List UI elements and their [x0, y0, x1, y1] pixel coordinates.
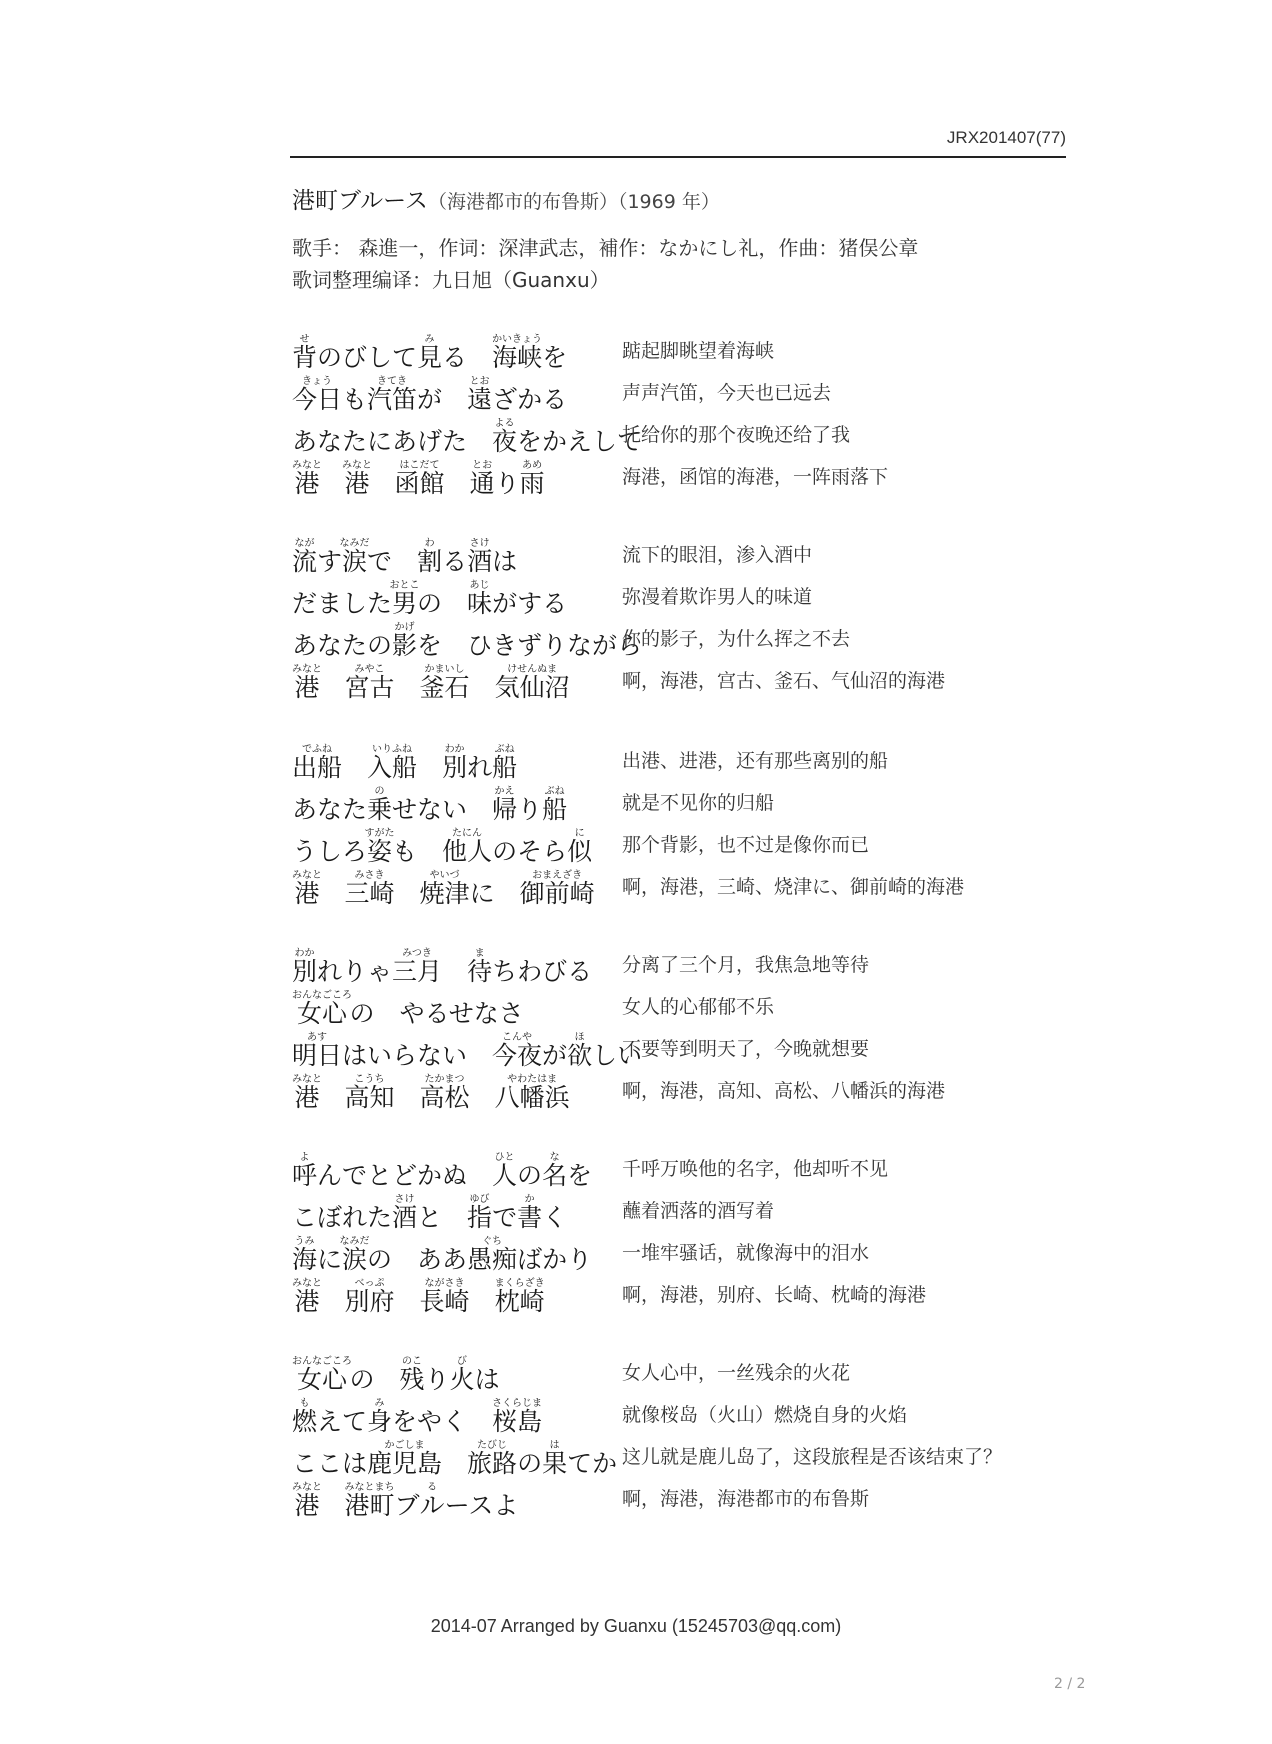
- lyric-line: [292, 730, 1092, 782]
- japanese-lyric: 女心おんなごころの 残のこり火びは: [292, 1356, 500, 1394]
- lyric-line: [292, 1018, 1092, 1070]
- chinese-translation: 啊，海港，三崎、烧津に、御前崎的海港: [622, 876, 965, 898]
- lyric-line: [292, 1060, 1092, 1112]
- lyric-line: [292, 320, 1092, 372]
- japanese-lyric: 港みなと 三崎みさき 焼津やいづに 御前崎おまえざき: [292, 870, 595, 908]
- verse: [292, 1342, 1092, 1520]
- lyric-line: [292, 1138, 1092, 1190]
- chinese-translation: 就是不见你的归船: [622, 792, 775, 814]
- japanese-lyric: 流ながす涙なみだで 割わる酒さけは: [292, 538, 518, 576]
- japanese-lyric: 港みなと 宮古みやこ 釜石かまいし 気仙沼けせんぬま: [292, 664, 570, 702]
- lyric-line: [292, 608, 1092, 660]
- japanese-lyric: 呼よんでとどかぬ 人ひとの名なを: [292, 1152, 593, 1190]
- lyric-line: [292, 1342, 1092, 1394]
- chinese-translation: 女人心中，一丝残余的火花: [622, 1362, 851, 1384]
- chinese-translation: 那个背影，也不过是像你而已: [622, 834, 870, 856]
- lyric-line: [292, 446, 1092, 498]
- chinese-translation: 踮起脚眺望着海峡: [622, 340, 775, 362]
- chinese-translation: 弥漫着欺诈男人的味道: [622, 586, 813, 608]
- chinese-translation: 流下的眼泪，渗入酒中: [622, 544, 813, 566]
- chinese-translation: 一堆牢骚话，就像海中的泪水: [622, 1242, 870, 1264]
- document-code: JRX201407(77): [946, 128, 1066, 147]
- chinese-translation: 千呼万唤他的名字，他却听不见: [622, 1158, 889, 1180]
- japanese-lyric: 港みなと 港町みなとまちブルるースよ: [292, 1482, 519, 1520]
- lyric-line: [292, 1264, 1092, 1316]
- japanese-lyric: だました男おとこの 味あじがする: [292, 580, 568, 618]
- lyric-line: [292, 1426, 1092, 1478]
- japanese-lyric: 出船でふね 入船いりふね 別わかれ船ぶね: [292, 744, 518, 782]
- japanese-lyric: 港みなと 港みなと 函館はこだて 通とおり雨あめ: [292, 460, 545, 498]
- lyric-line: [292, 814, 1092, 866]
- japanese-lyric: こぼれた酒さけと 指ゆびで書かく: [292, 1194, 568, 1232]
- chinese-translation: 海港，函馆的海港，一阵雨落下: [622, 466, 889, 488]
- verse: [292, 1138, 1092, 1316]
- lyric-line: [292, 1180, 1092, 1232]
- lyric-line: [292, 934, 1092, 986]
- japanese-lyric: あなたにあげた 夜よるをかえして: [292, 418, 643, 456]
- chinese-translation: 女人的心郁郁不乐: [622, 996, 775, 1018]
- japanese-lyric: 背せのびして見みる 海峡かいきょうを: [292, 334, 568, 372]
- chinese-translation: 不要等到明天了，今晚就想要: [622, 1038, 870, 1060]
- lyric-line: [292, 566, 1092, 618]
- chinese-translation: 啊，海港，宫古、釜石、气仙沼的海港: [622, 670, 946, 692]
- song-title: 港町ブルース: [292, 188, 428, 214]
- japanese-lyric: ここは鹿児島かごしま 旅路たびじの果はてか: [292, 1440, 618, 1478]
- chinese-translation: 托给你的那个夜晚还给了我: [622, 424, 851, 446]
- lyric-line: [292, 1222, 1092, 1274]
- song-title-block: [292, 182, 720, 215]
- chinese-translation: 出港、进港，还有那些离别的船: [622, 750, 889, 772]
- credits-line: 歌手： 森進一，作词：深津武志，補作：なかにし礼，作曲：猪俣公章: [292, 236, 919, 260]
- verse: [292, 730, 1092, 908]
- japanese-lyric: あなた乗のせない 帰かえり船ぶね: [292, 786, 568, 824]
- arranger-line: 歌词整理编译：九日旭（Guanxu）: [292, 268, 610, 292]
- header-rule: [290, 156, 1066, 158]
- japanese-lyric: 燃もえて身みをやく 桜島さくらじま: [292, 1398, 543, 1436]
- japanese-lyric: 港みなと 別府べっぷ 長崎ながさき 枕崎まくらざき: [292, 1278, 545, 1316]
- japanese-lyric: 今日きょうも汽笛きてきが 遠とおざかる: [292, 376, 568, 414]
- lyric-line: [292, 524, 1092, 576]
- credits: [292, 232, 918, 296]
- japanese-lyric: うしろ姿すがたも 他人たにんのそら似に: [292, 828, 593, 866]
- japanese-lyric: 別わかれりゃ三月みつき 待まちわびる: [292, 948, 593, 986]
- chinese-translation: 声声汽笛，今天也已远去: [622, 382, 832, 404]
- chinese-translation: 啊，海港，高知、高松、八幡浜的海港: [622, 1080, 946, 1102]
- verse: [292, 934, 1092, 1112]
- japanese-lyric: 女心おんなごころの やるせなさ: [292, 990, 524, 1028]
- chinese-translation: 就像桜岛（火山）燃烧自身的火焰: [622, 1404, 908, 1426]
- japanese-lyric: あなたの影かげを ひきずりながら: [292, 622, 643, 660]
- verse: [292, 320, 1092, 498]
- lyric-line: [292, 362, 1092, 414]
- footer-arranged: 2014-07 Arranged by Guanxu (15245703@qq.com): [430, 1616, 842, 1636]
- lyric-line: [292, 1468, 1092, 1520]
- lyric-line: [292, 976, 1092, 1028]
- lyric-line: [292, 650, 1092, 702]
- chinese-translation: 你的影子，为什么挥之不去: [622, 628, 851, 650]
- japanese-lyric: 海うみに涙なみだの ああ愚痴ぐちばかり: [292, 1236, 593, 1274]
- chinese-translation: 蘸着洒落的酒写着: [622, 1200, 775, 1222]
- chinese-translation: 分离了三个月，我焦急地等待: [622, 954, 870, 976]
- lyric-line: [292, 772, 1092, 824]
- page-number: 2 / 2: [1054, 1676, 1086, 1692]
- chinese-translation: 这儿就是鹿儿岛了，这段旅程是否该结束了？: [622, 1446, 1003, 1468]
- japanese-lyric: 港みなと 高知こうち 高松たかまつ 八幡浜やわたはま: [292, 1074, 570, 1112]
- lyric-line: [292, 856, 1092, 908]
- chinese-translation: 啊，海港，海港都市的布鲁斯: [622, 1488, 870, 1510]
- song-subtitle: （海港都市的布鲁斯）（1969 年）: [427, 191, 720, 213]
- verse: [292, 524, 1092, 702]
- lyric-line: [292, 1384, 1092, 1436]
- lyric-line: [292, 404, 1092, 456]
- chinese-translation: 啊，海港，别府、长崎、枕崎的海港: [622, 1284, 927, 1306]
- japanese-lyric: 明日あすはいらない 今夜こんやが欲ほしい: [292, 1032, 643, 1070]
